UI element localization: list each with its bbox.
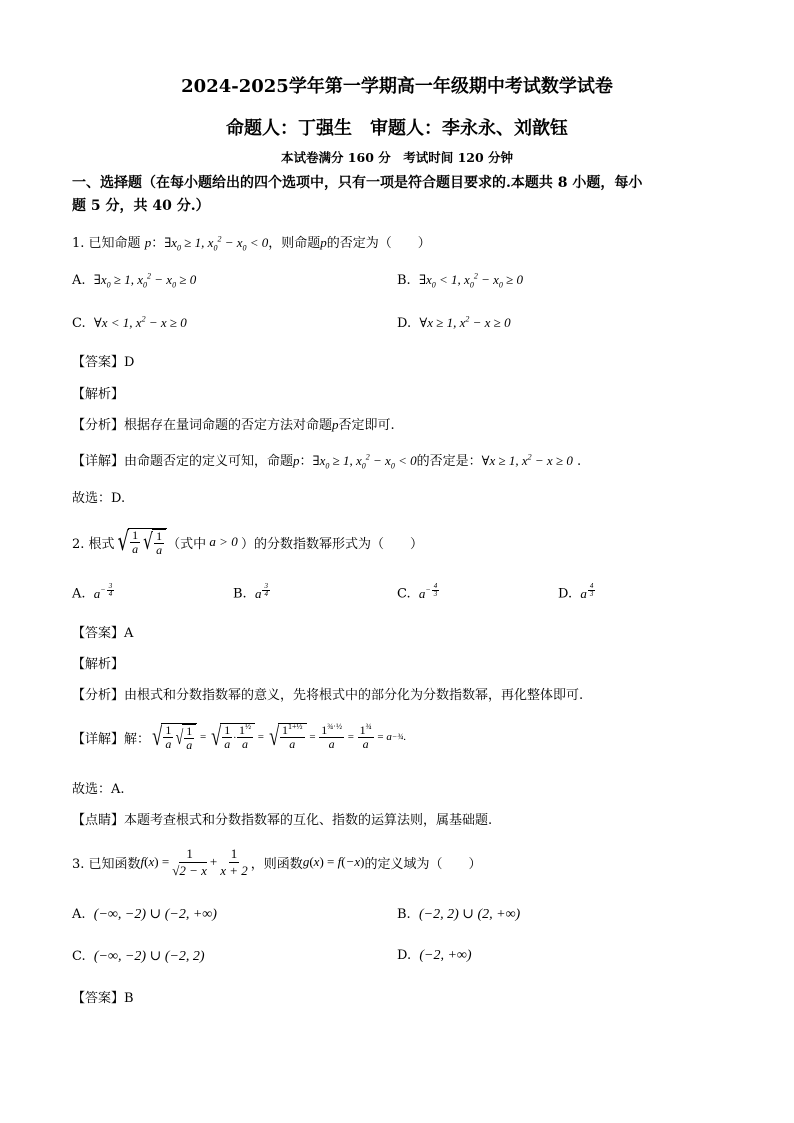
q1-answer: 【答案】D: [72, 355, 135, 370]
option-label: C.: [72, 316, 86, 331]
q2-option-b: B. a $^{\frac{3}{4}}$: [233, 582, 268, 602]
option-label: D.: [397, 316, 412, 331]
q3-option-d: D. (−2, +∞): [397, 948, 472, 963]
q2-analysis-label: 【解析】: [72, 657, 125, 672]
q1-fenxi: 【分析】根据存在量词命题的否定方法对命题p否定即可.: [72, 417, 395, 433]
option-label: B.: [397, 273, 411, 288]
q2-answer: 【答案】A: [72, 626, 134, 641]
q3-function: f ( x ) = $\frac{1}{√2 - x}$ + $\frac{1}{x + 2}$: [140, 845, 248, 878]
q2-fenxi: 【分析】由根式和分数指数幂的意义，先将根式中的部分化为分数指数幂，再化整体即可.: [72, 688, 584, 703]
q3-option-b: B. (−2, 2) ∪ (2, +∞): [397, 907, 521, 922]
q1-tail2: 的否定为（ ）: [326, 236, 431, 251]
q2-option-a: A. $a^{- \frac{3}{4}}$: [72, 582, 113, 602]
q2-dianjing: 【点睛】本题考查根式和分数指数幂的互化、指数的运算法则，属基础题.: [72, 813, 493, 828]
q1-option-b: B. $\exists x_0 < 1$, $x_0^2 - x_0 \ge 0$: [397, 271, 524, 290]
section-heading: 一、选择题（在每小题给出的四个选项中，只有一项是符合题目要求的.本题共 8 小题，每小: [72, 175, 643, 191]
q1-proposition: p：$\exists x_0 \ge 1$, $x_0^2 - x_0 < 0$: [144, 234, 269, 253]
q1-detail: 【详解】由命题否定的定义可知，命题p：$\exists x_0 \ge 1$, $x_0^2 - x_0 < 0$的否定是：∀x ≥ 1, $x^2 - x \ge 0$ .: [72, 452, 582, 471]
q1-p: p: [320, 235, 327, 250]
q2-radical: √ $\frac{1}{a}$ √ $\frac{1}{a}$: [115, 528, 168, 557]
q3-answer: 【答案】B: [72, 991, 134, 1006]
authors-line: 命题人：丁强生 审题人：李永永、刘歆钰: [226, 118, 568, 139]
q2-choose: 故选：A.: [72, 782, 125, 797]
option-label: A.: [72, 273, 86, 288]
q1-stem: 1. 已知命题: [72, 236, 141, 251]
q3-option-a: A. (−∞, −2) ∪ (−2, +∞): [72, 907, 217, 922]
q1-choose: 故选：D.: [72, 491, 126, 506]
q2-option-c: C. $a^{- \frac{4}{3}}$: [397, 582, 438, 602]
q2-derivation: √ $\frac{1}{a}$ √ $\frac{1}{a}$ = √ $\frac{1}{a}$ · $\frac{1^{\frac{1}{2}}}{a}$ = √ $\frac{1^{1+\frac{1}{2}}}{a}$ = $\frac{1^{\frac{3}{4}\cdot\frac{1}{2}}}{a}$ = $\frac{1^{\frac{3}{4}}}{a}$ = a −¾ .: [152, 721, 407, 752]
q1-analysis-label: 【解析】: [72, 387, 125, 402]
question-1: [72, 232, 431, 251]
q3-option-c: C. (−∞, −2) ∪ (−2, 2): [72, 949, 205, 964]
page-title: 2024-2025学年第一学期高一年级期中考试数学试卷: [181, 76, 613, 97]
question-3: 3. 已知函数 f ( x ) = $\frac{1}{√2 - x}$ + $\frac{1}{x + 2}$ ，则函数 g(x) = f(−x) 的定义域为（ ）: [72, 845, 482, 878]
q2-detail: 【详解】 解： √ $\frac{1}{a}$ √ $\frac{1}{a}$ = √ $\frac{1}{a}$ · $\frac{1^{\frac{1}{2}}}{a}$ = √ $\frac{1^{1+\frac{1}{2}}}{a}$ = $\frac{1^{\frac{3}{4}\cdot\frac{1}{2}}}{a}$ = $\frac{1^{\frac{3}{4}}}{a}$ = a −¾ .: [72, 721, 407, 752]
section-heading-cont: 题 5 分，共 40 分.）: [72, 198, 210, 214]
q1-option-c: C. ∀x < 1, $x^2 - x \ge 0$: [72, 314, 187, 331]
q1-option-a: A. $\exists x_0 \ge 1$, $x_0^2 - x_0 \ge 0$: [72, 271, 197, 290]
exam-info: 本试卷满分 160 分 考试时间 120 分钟: [280, 150, 514, 165]
q1-option-d: D. ∀x ≥ 1, $x^2 - x \ge 0$: [397, 314, 511, 331]
q2-option-d: D. a $^{\frac{4}{3}}$: [558, 582, 594, 602]
q2-stem: 2. 根式: [72, 536, 115, 552]
q1-tail: ，则命题: [268, 236, 321, 251]
question-2: 2. 根式 √ $\frac{1}{a}$ √ $\frac{1}{a}$ （式中 a > 0 ）的分数指数幂形式为（ ）: [72, 527, 423, 557]
